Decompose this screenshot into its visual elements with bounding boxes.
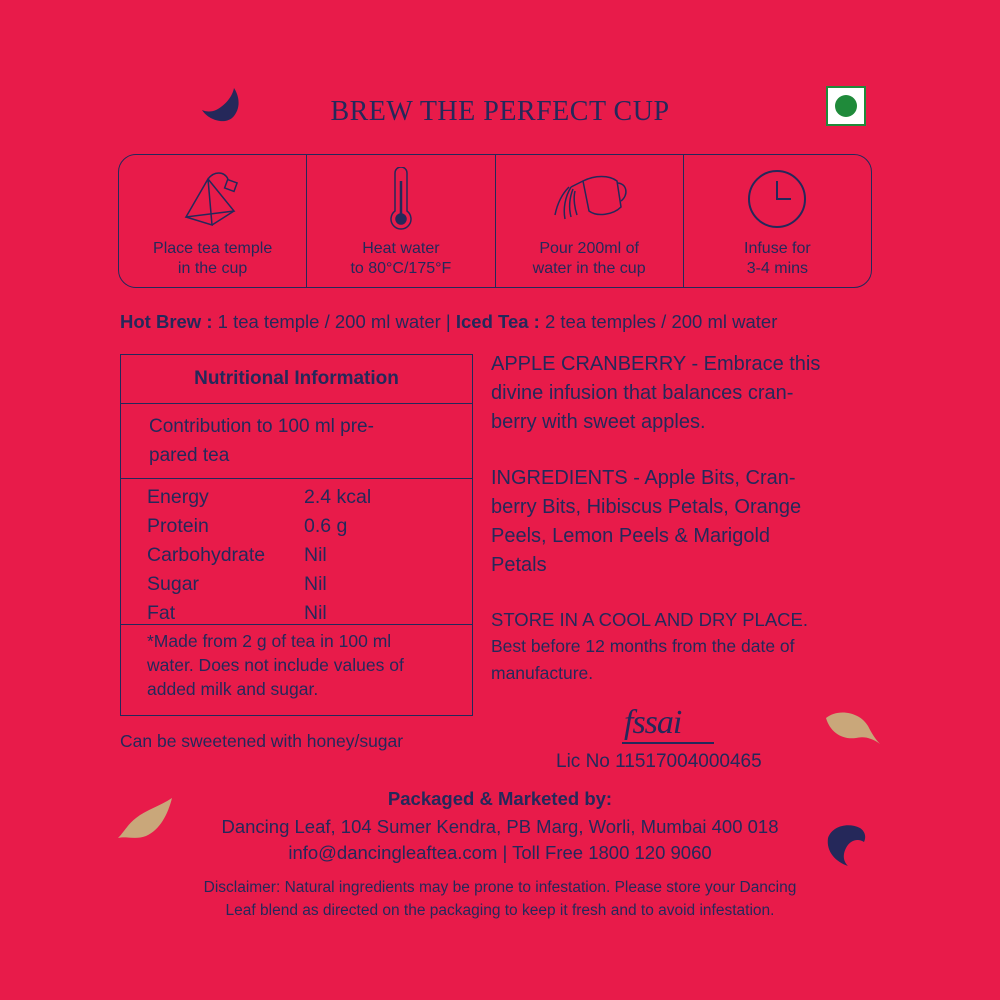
packaging-address: Dancing Leaf, 104 Sumer Kendra, PB Marg, Worli, Mumbai 400 018 xyxy=(221,816,779,837)
nutrient-name: Fat xyxy=(147,602,176,624)
nutrient-value: 2.4 kcal xyxy=(304,486,372,508)
nutrient-value: Nil xyxy=(304,573,327,595)
footnote-line: added milk and sugar. xyxy=(147,679,319,699)
storage-line: STORE IN A COOL AND DRY PLACE. xyxy=(491,609,809,630)
iced-tea-label: Iced Tea : xyxy=(455,311,540,332)
nutrient-name: Sugar xyxy=(147,573,200,595)
nutrition-footnote xyxy=(121,625,472,701)
table-row xyxy=(121,570,472,599)
ingredients-line: INGREDIENTS - Apple Bits, Cran- xyxy=(491,467,796,489)
iced-tea-value: 2 tea temples / 200 ml water xyxy=(539,311,778,332)
page-title: BREW THE PERFECT CUP xyxy=(330,96,670,127)
table-row xyxy=(121,541,472,570)
tea-bag-icon xyxy=(178,167,248,231)
step-label: Infuse for xyxy=(744,240,811,257)
brew-steps xyxy=(118,154,872,288)
fssai-underline xyxy=(622,742,714,744)
sweeten-note: Can be sweetened with honey/sugar xyxy=(120,731,404,751)
ingredients xyxy=(491,464,871,580)
kettle-pour-icon xyxy=(547,167,631,231)
nutrition-heading: Nutritional Information xyxy=(121,355,472,404)
product-info xyxy=(491,350,871,687)
step-label: Pour 200ml of xyxy=(539,240,639,257)
leaf-icon xyxy=(824,710,882,750)
ingredients-line: Petals xyxy=(491,554,547,576)
nutrient-name: Carbohydrate xyxy=(147,544,266,566)
fssai-logo: fssai xyxy=(624,704,682,741)
step-label: Heat water xyxy=(362,240,440,257)
nutrient-value: 0.6 g xyxy=(304,515,348,537)
footnote-line: water. Does not include values of xyxy=(147,655,404,675)
step-infuse xyxy=(684,155,871,287)
thermometer-icon xyxy=(381,167,421,233)
description-line: divine infusion that balances cran- xyxy=(491,382,794,404)
disclaimer xyxy=(140,876,860,922)
step-label: water in the cup xyxy=(532,260,646,277)
nutrition-rows xyxy=(121,479,472,625)
footnote-line: *Made from 2 g of tea in 100 ml xyxy=(147,631,392,651)
ingredients-line: berry Bits, Hibiscus Petals, Orange xyxy=(491,496,802,518)
nutrition-contribution xyxy=(121,404,472,479)
product-description xyxy=(491,350,871,437)
step-label: to 80°C/175°F xyxy=(350,260,452,277)
step-heat-water xyxy=(307,155,495,287)
ingredients-line: Peels, Lemon Peels & Marigold xyxy=(491,525,771,547)
nutrient-name: Protein xyxy=(147,515,209,537)
hot-brew-value: 1 tea temple / 200 ml water | xyxy=(212,311,456,332)
veg-symbol-icon xyxy=(826,86,866,126)
disclaimer-line: Disclaimer: Natural ingredients may be prone to infestation. Please store your Dancing xyxy=(203,879,797,896)
storage-info xyxy=(491,607,871,687)
description-line: APPLE CRANBERRY - Embrace this xyxy=(491,353,821,375)
clock-icon xyxy=(745,167,809,231)
brew-instructions xyxy=(120,311,777,333)
storage-line: Best before 12 months from the date of xyxy=(491,636,795,656)
nutrient-value: Nil xyxy=(304,602,327,624)
license-number: Lic No 11517004000465 xyxy=(556,751,762,772)
step-pour-water xyxy=(496,155,684,287)
disclaimer-line: Leaf blend as directed on the packaging to keep it fresh and to avoid infestation. xyxy=(225,902,775,919)
nutrition-table xyxy=(120,354,473,716)
table-row xyxy=(121,599,472,628)
hot-brew-label: Hot Brew : xyxy=(120,311,213,332)
packaging-contact: info@dancingleaftea.com | Toll Free 1800 120 9060 xyxy=(288,842,712,863)
contribution-text: Contribution to 100 ml pre- xyxy=(149,416,374,437)
description-line: berry with sweet apples. xyxy=(491,411,706,433)
table-row xyxy=(121,512,472,541)
step-label: in the cup xyxy=(177,260,248,277)
contribution-text: pared tea xyxy=(149,445,230,466)
nutrient-value: Nil xyxy=(304,544,327,566)
table-row xyxy=(121,483,472,512)
step-label: 3-4 mins xyxy=(746,260,809,277)
step-tea-temple xyxy=(119,155,307,287)
packaging-title: Packaged & Marketed by: xyxy=(387,788,613,809)
nutrient-name: Energy xyxy=(147,486,209,508)
step-label: Place tea temple xyxy=(153,240,273,257)
storage-line: manufacture. xyxy=(491,663,594,683)
